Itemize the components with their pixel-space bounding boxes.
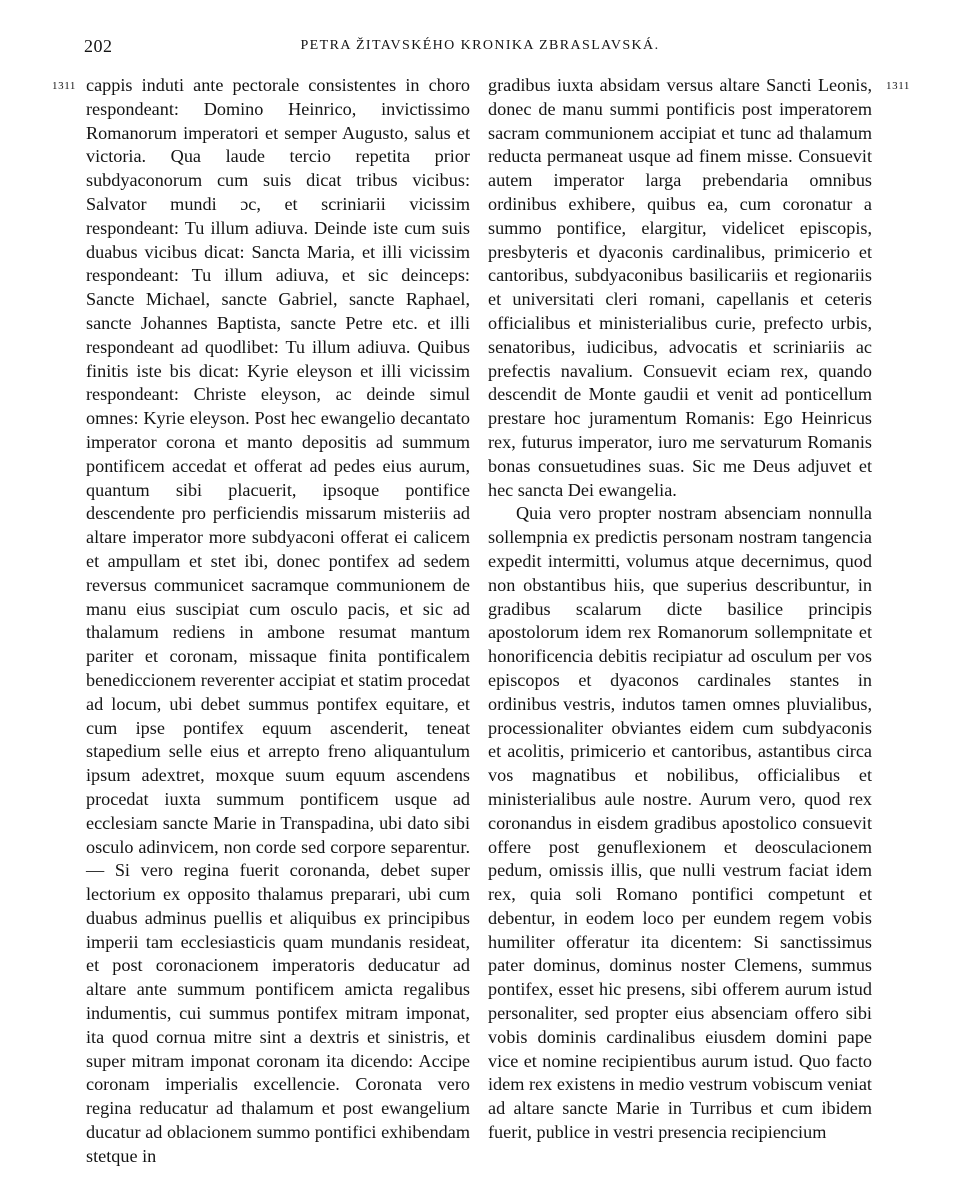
running-title: PETRA ŽITAVSKÉHO KRONIKA ZBRASLAVSKÁ. bbox=[300, 38, 660, 53]
paragraph: gradibus iuxta absidam versus altare Sancti Leonis, donec de manu summi pontificis post imperatorem sacram communionem accipiat et tunc ad thalamum reducta permaneat usque ad finem misse. Consuevit autem imperator larga prebendaria omnibus ordinibus exhibere, quibus ea, cum coronatur a summo pontifice, elargitur, videlicet episcopis, presbyteris et dyaconis cardinalibus, primicerio et cantoribus, subdyaconibus basilicariis et regionariis et universitati cleri romani, capellanis et ceteris officialibus et ministerialibus curie, prefecto urbis, senatoribus, iudicibus, advocatis et scriniariis ac prefectis navalium. Consuevit eciam rex, quando descendit de Monte gaudii et venit ad ponticellum prestare hoc juramentum Romanis: Ego Heinricus rex, futurus imperator, iuro me servaturum Romanis bonas consuetudines suas. Sic me Deus adjuvet et hec sancta Dei ewangelia. bbox=[488, 75, 872, 500]
margin-year-left: 1311 bbox=[52, 80, 76, 92]
page-header bbox=[84, 36, 876, 58]
text-column-right bbox=[488, 74, 872, 1145]
text-column-left bbox=[86, 74, 470, 1169]
paragraph: cappis induti ante pectorale consistentes in choro respondeant: Domino Heinrico, invictissimo Romanorum imperatori et semper Augusto, salus et victoria. Qua laude tercio repetita prior subdyaconorum cum suis dicat tribus vicibus: Salvator mundi ɔc, et scriniarii vicissim respondeant: Tu illum adiuva. Deinde iste cum suis duabus vicibus dicat: Sancta Maria, et illi vicissim respondeant: Tu illum adiuva, et sic deinceps: Sancte Michael, sancte Gabriel, sancte Raphael, sancte Johannes Baptista, sancte Petre etc. et illi respondeant ad quodlibet: Tu illum adiuva. Quibus finitis iste bis dicat: Kyrie eleyson et illi vicissim respondeant: Christe eleyson, ac deinde simul omnes: Kyrie eleyson. Post hec ewangelio decantato imperator corona et manto depositis ad summum pontificem accedat et offerat ad pedes eius aurum, quantum sibi placuerit, ipsoque pontifice descendente pro perficiendis missarum misteriis ad altare imperator more subdyaconi offerat ei calicem et ampullam et stet ibi, donec pontifex ad sedem reversus communicet sacramque communionem de manu eius suscipiat cum osculo pacis, et sic ad thalamum rediens in ambone resumat mantum pariter et coronam, missaque finita pontificalem benediccionem reverenter accipiat et statim procedat ad locum, ubi debet summus pontifex equitare, et cum ipse pontifex equum ascenderit, teneat stapedium selle eius et arrepto freno aliquantulum ipsum adextret, moxque suum equum ascendens procedat iuxta summum pontificem usque ad ecclesiam sancte Marie in Transpadina, ubi dato sibi osculo adinvicem, non corde sed corpore separentur. — Si vero regina fuerit coronanda, debet super lectorium ex opposito thalamus preparari, ubi cum duabus adminus puellis et aliquibus ex principibus imperii tam ecclesiasticis quam mundanis resideat, et post coronacionem imperatoris deducatur ad altare ante summum pontificem amicta regalibus indumentis, cui summus pontifex mitram imponat, ita quod cornua mitre sint a dextris et sinistris, et super mitram imponat coronam ita dicendo: Accipe coronam imperialis excellencie. Coronata vero regina reducatur ad thalamum et post ewangelium ducatur ad oblacionem summo pontifici exhibendam stetque in bbox=[86, 75, 470, 1166]
margin-year-right: 1311 bbox=[886, 80, 910, 92]
page-number: 202 bbox=[84, 36, 113, 56]
paragraph: Quia vero propter nostram absenciam nonnulla sollempnia ex predictis personam nostram tangencia expedit intermitti, volumus atque decernimus, quod non obstantibus hiis, que superius describuntur, in gradibus scalarum dicte basilice principis apostolorum idem rex Romanorum sollempnitate et honorificencia debitis recipiatur ad osculum per vos episcopos et dyaconos cardinales stantes in ordinibus vestris, indutos tamen omnes pluvialibus, processionaliter obviantes eidem cum subdyaconis et acolitis, primicerio et cantoribus, astantibus circa vos magnatibus et nobilibus, officialibus et ministerialibus aule nostre. Aurum vero, quod rex coronandus in eisdem gradibus apostolico consuevit offere post genuflexionem et deosculacionem pedum, omissis illis, que nulli vestrum faciat idem rex, quia soli Romano pontifici competunt et debentur, in eodem loco per eundem regem vobis humiliter offeratur ita dicentem: Si sanctissimus pater dominus, dominus noster Clemens, summus pontifex, esset hic presens, sibi offerem aurum istud personaliter, sed propter eius absenciam offero sibi vobis dominis cardinalibus eiusdem domini pape vice et nomine recipientibus aurum istud. Quo facto idem rex existens in medio vestrum vobiscum veniat ad altare sancte Marie in Turribus et cum ibidem fuerit, publice in vestri presencia recipiencium bbox=[488, 503, 872, 1143]
